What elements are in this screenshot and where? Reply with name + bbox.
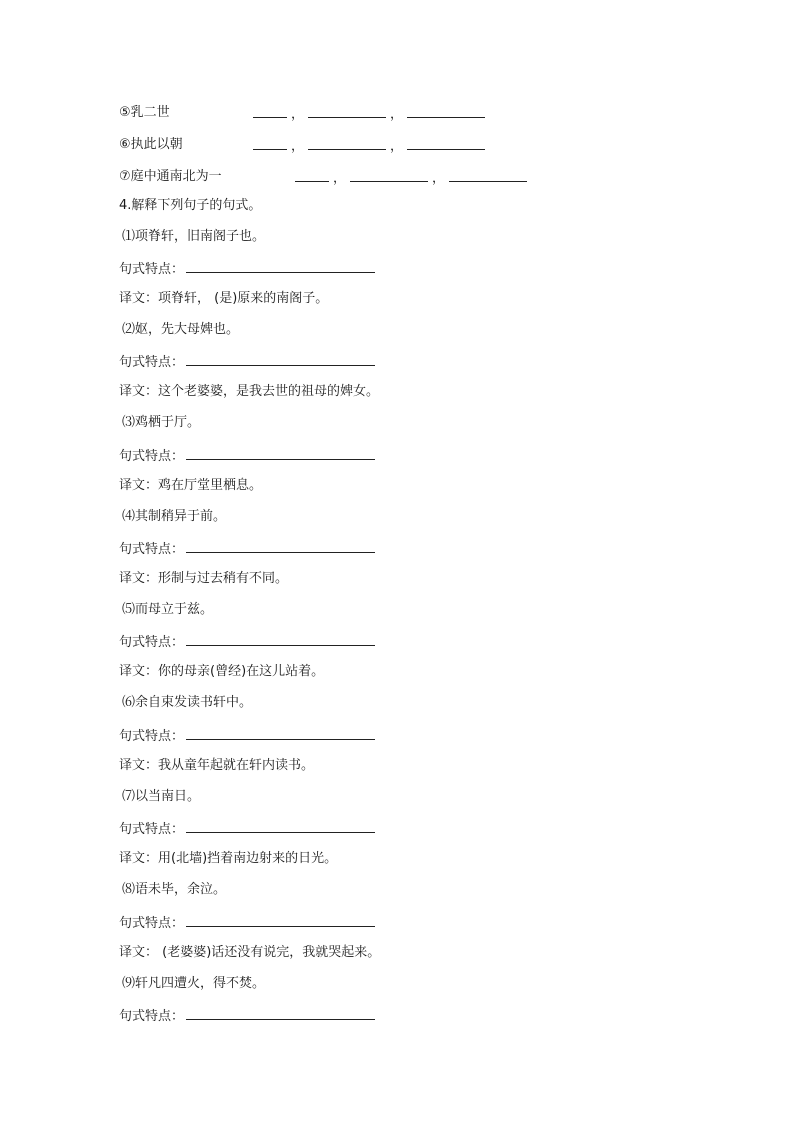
- blank-label: ⑤乳二世: [119, 105, 170, 120]
- sentence: ⑵妪，先大母婢也。: [122, 322, 240, 337]
- answer-row: 句式特点：: [119, 259, 375, 279]
- sentence: ⑷其制稍异于前。: [122, 509, 227, 524]
- answer-blank[interactable]: [350, 168, 428, 182]
- translation: 译文：你的母亲(曾经)在这儿站着。: [119, 664, 325, 679]
- answer-blank[interactable]: [407, 104, 485, 118]
- answer-blank[interactable]: [186, 259, 375, 273]
- blank-group-6: ， ，: [253, 136, 485, 156]
- answer-blank[interactable]: [308, 136, 386, 150]
- translation: 译文：形制与过去稍有不同。: [119, 571, 289, 586]
- blank-group-5: ， ，: [253, 104, 485, 124]
- blank-label: ⑦庭中通南北为一: [119, 169, 222, 184]
- sentence: ⑼轩凡四遭火，得不焚。: [122, 976, 266, 991]
- answer-blank[interactable]: [295, 168, 329, 182]
- blank-row-7: [119, 168, 222, 186]
- answer-blank[interactable]: [186, 819, 375, 833]
- answer-blank[interactable]: [407, 136, 485, 150]
- sentence: ⑺以当南日。: [122, 789, 201, 804]
- answer-row: 句式特点：: [119, 352, 375, 372]
- translation: 译文： (老婆婆)话还没有说完，我就哭起来。: [119, 945, 381, 960]
- sentence: ⑹余自束发读书轩中。: [122, 695, 253, 710]
- translation: 译文：我从童年起就在轩内读书。: [119, 758, 315, 773]
- answer-blank[interactable]: [253, 104, 287, 118]
- answer-blank[interactable]: [186, 632, 375, 646]
- answer-blank[interactable]: [186, 352, 375, 366]
- answer-blank[interactable]: [186, 726, 375, 740]
- sentence: ⑸而母立于兹。: [122, 602, 214, 617]
- answer-row: 句式特点：: [119, 1006, 375, 1026]
- translation: 译文：项脊轩， (是)原来的南阁子。: [119, 291, 329, 306]
- sentence: ⑶鸡栖于厅。: [122, 415, 201, 430]
- answer-row: 句式特点：: [119, 819, 375, 839]
- answer-blank[interactable]: [186, 1006, 375, 1020]
- answer-row: 句式特点：: [119, 632, 375, 652]
- answer-row: 句式特点：: [119, 726, 375, 746]
- answer-blank[interactable]: [449, 168, 527, 182]
- blank-group-7: ， ，: [295, 168, 527, 188]
- answer-blank[interactable]: [308, 104, 386, 118]
- answer-blank[interactable]: [186, 539, 375, 553]
- answer-blank[interactable]: [253, 136, 287, 150]
- sentence: ⑻语未毕，余泣。: [122, 882, 227, 897]
- blank-row-5: [119, 104, 170, 122]
- answer-blank[interactable]: [186, 913, 375, 927]
- translation: 译文：这个老婆婆，是我去世的祖母的婢女。: [119, 384, 380, 399]
- sentence: ⑴项脊轩，旧南阁子也。: [122, 229, 266, 244]
- answer-row: 句式特点：: [119, 913, 375, 933]
- question-title: 4.解释下列句子的句式。: [119, 198, 262, 213]
- translation: 译文：用(北墙)挡着南边射来的日光。: [119, 851, 338, 866]
- blank-label: ⑥执此以朝: [119, 137, 183, 152]
- answer-row: 句式特点：: [119, 539, 375, 559]
- translation: 译文：鸡在厅堂里栖息。: [119, 478, 263, 493]
- answer-row: 句式特点：: [119, 446, 375, 466]
- blank-row-6: [119, 136, 183, 154]
- answer-blank[interactable]: [186, 446, 375, 460]
